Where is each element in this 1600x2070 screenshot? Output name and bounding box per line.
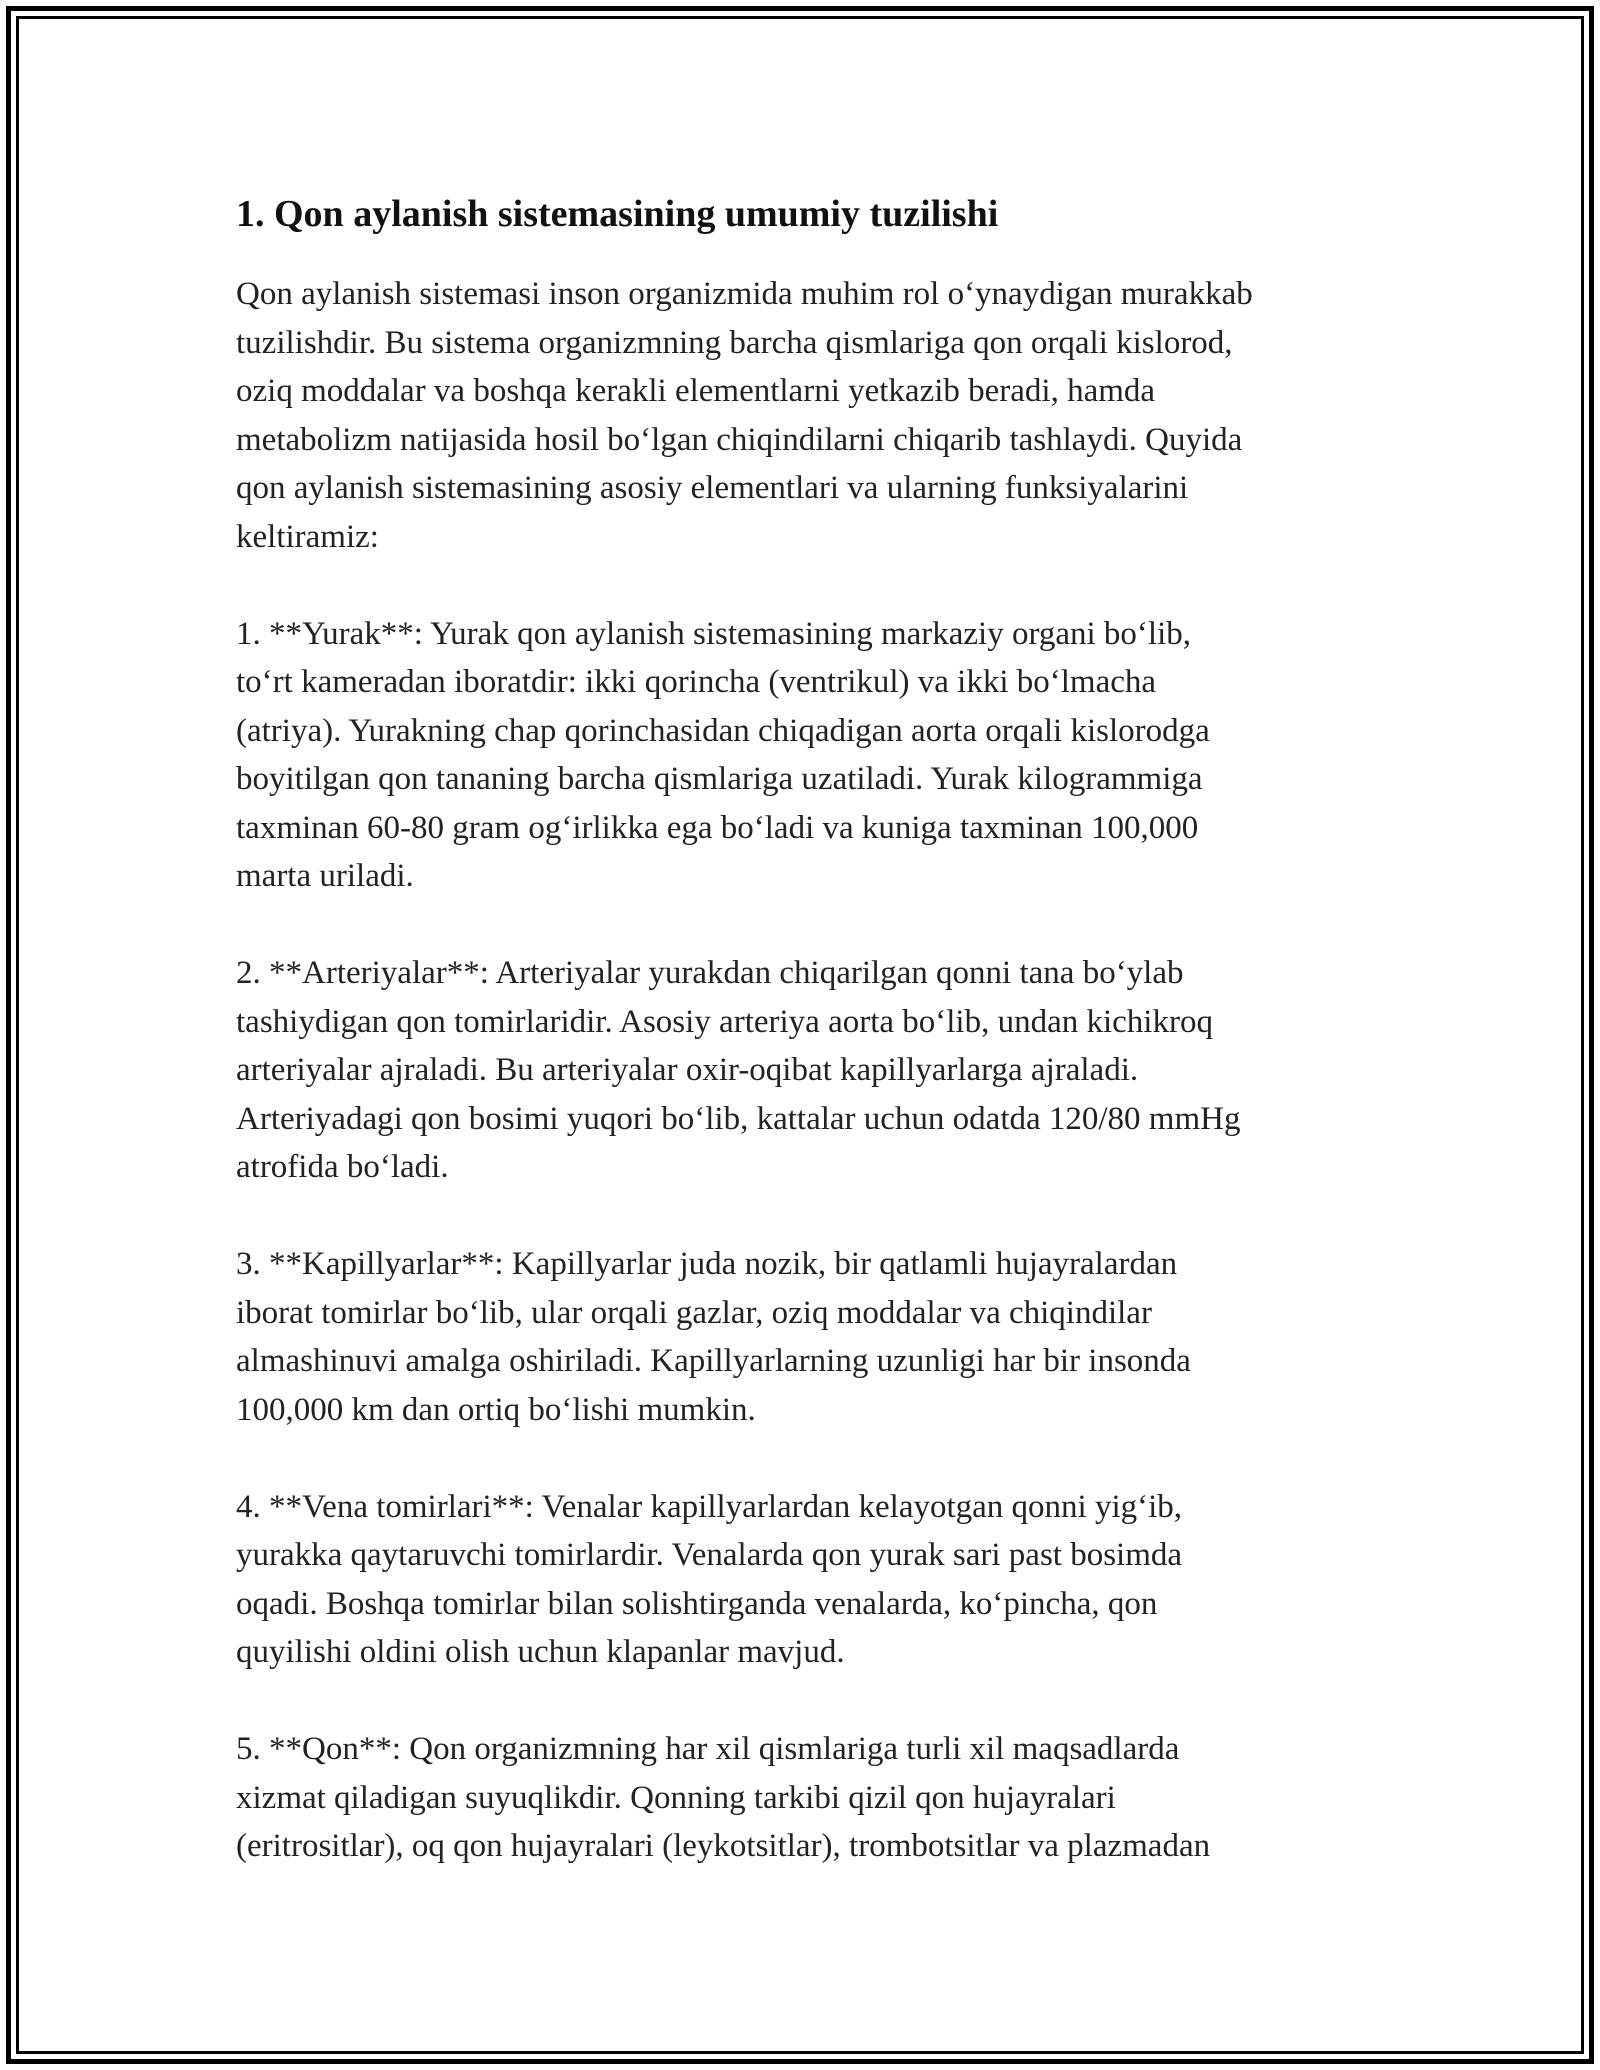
paragraph-spacer (236, 1677, 1386, 1726)
paragraph-spacer (236, 561, 1386, 610)
paragraph-spacer (236, 1192, 1386, 1241)
paragraph-spacer (236, 901, 1386, 950)
section-heading: 1. Qon aylanish sistemasining umumiy tuzilishi (236, 193, 999, 235)
document-page (236, 186, 1386, 1871)
list-item-veins: 4. **Vena tomirlari**: Venalar kapillyarlardan kelayotgan qonni yig‘ib, yurakka qaytaruvchi tomirlardir. Venalarda qon yurak sari past bosimda oqadi. Boshqa tomirlar bilan solishtirganda venalarda, ko‘pincha, qon quyilishi oldini olish uchun klapanlar mavjud. (236, 1488, 1183, 1670)
intro-paragraph: Qon aylanish sistemasi inson organizmida muhim rol o‘ynaydigan murakkab tuzilishdir. Bu sistema organizmning barcha qismlariga qon orqali kislorod, oziq moddalar va boshqa kerakli elementlarni yetkazib beradi, hamda metabolizm natijasida hosil bo‘lgan chiqindilarni chiqarib tashlaydi. Quyida qon aylanish sistemasining asosiy elementlari va ularning funksiyalarini keltiramiz: (236, 276, 1253, 555)
list-item-arteries: 2. **Arteriyalar**: Arteriyalar yurakdan chiqarilgan qonni tana bo‘ylab tashiydigan qon tomirlaridir. Asosiy arteriya aorta bo‘lib, undan kichikroq arteriyalar ajraladi. Bu arteriyalar oxir-oqibat kapillyarlarga ajraladi. Arteriyadagi qon bosimi yuqori bo‘lib, kattalar uchun odatda 120/80 mmHg atrofida bo‘ladi. (236, 955, 1241, 1185)
list-item-capillaries: 3. **Kapillyarlar**: Kapillyarlar juda nozik, bir qatlamli hujayralardan iborat tomirlar bo‘lib, ular orqali gazlar, oziq moddalar va chiqindilar almashinuvi amalga oshiriladi. Kapillyarlarning uzunligi har bir insonda 100,000 km dan ortiq bo‘lishi mumkin. (236, 1246, 1191, 1428)
list-item-blood: 5. **Qon**: Qon organizmning har xil qismlariga turli xil maqsadlarda xizmat qiladigan suyuqlikdir. Qonning tarkibi qizil qon hujayralari (eritrositlar), oq qon hujayralari (leykotsitlar), trombotsitlar va plazmadan (236, 1731, 1211, 1864)
paragraph-spacer (236, 1434, 1386, 1483)
list-item-heart: 1. **Yurak**: Yurak qon aylanish sistemasining markaziy organi bo‘lib, to‘rt kameradan iboratdir: ikki qorincha (ventrikul) va ikki bo‘lmacha (atriya). Yurakning chap qorinchasidan chiqadigan aorta orqali kislorodga boyitilgan qon tananing barcha qismlariga uzatiladi. Yurak kilogrammiga taxminan 60-80 gram og‘irlikka ega bo‘ladi va kuniga taxminan 100,000 marta uriladi. (236, 615, 1210, 894)
